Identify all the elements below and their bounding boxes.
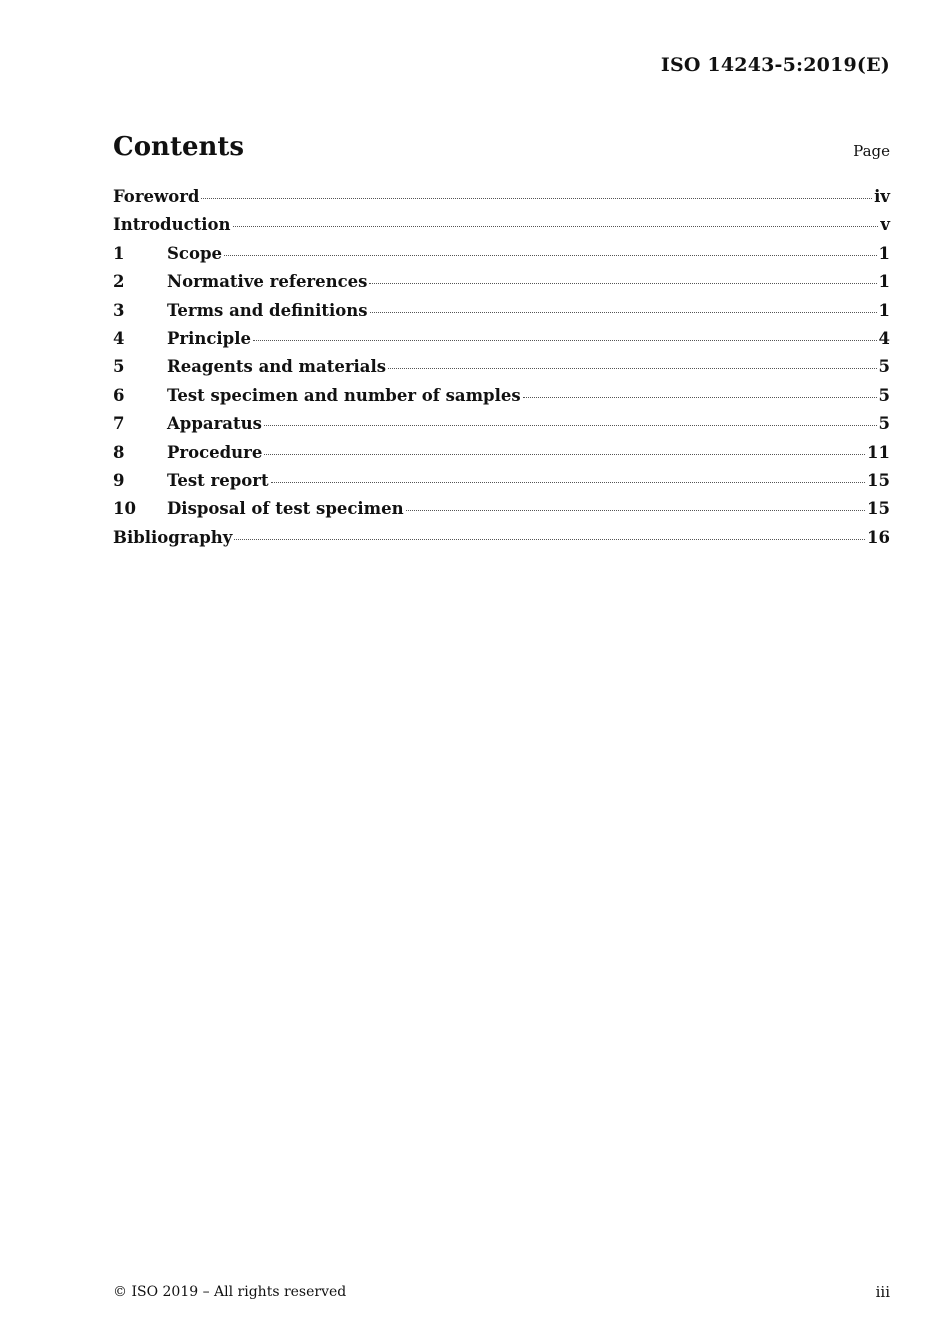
toc-entry-title: Test specimen and number of samples: [167, 385, 521, 405]
toc-entry-title: Scope: [167, 243, 223, 263]
toc-entry-page: 11: [867, 442, 890, 462]
toc-entry-reagents-and-materials[interactable]: [113, 353, 890, 381]
toc-entry-page: 1: [878, 272, 890, 292]
toc-entry-title: Reagents and materials: [167, 357, 387, 377]
toc-entry-disposal-of-test-specimen[interactable]: [113, 495, 890, 523]
toc-entry-title: Introduction: [113, 215, 231, 235]
toc-entry-number: 3: [113, 300, 125, 320]
toc-entry-title: Test report: [167, 470, 269, 490]
toc-entry-apparatus[interactable]: [113, 410, 890, 438]
toc-entry-number: 8: [113, 442, 125, 462]
toc-entry-page: 5: [878, 414, 890, 434]
toc-entry-number: 1: [113, 243, 125, 263]
dot-leader: [264, 454, 865, 455]
toc-entry-title: Normative references: [167, 272, 368, 292]
toc-entry-normative-references[interactable]: [113, 268, 890, 296]
toc-entry-principle[interactable]: [113, 325, 890, 353]
dot-leader: [233, 226, 879, 227]
toc-entry-page: 15: [867, 470, 890, 490]
toc-entry-foreword[interactable]: [113, 183, 890, 211]
dot-leader: [370, 312, 877, 313]
dot-leader: [271, 482, 865, 483]
dot-leader: [253, 340, 877, 341]
toc-entry-page: 4: [878, 328, 890, 348]
toc-entry-title: Principle: [167, 328, 251, 348]
toc-entry-title: Apparatus: [167, 414, 262, 434]
dot-leader: [201, 198, 872, 199]
dot-leader: [224, 255, 877, 256]
table-of-contents: [113, 183, 890, 552]
toc-entry-test-specimen[interactable]: [113, 382, 890, 410]
toc-entry-page: v: [880, 215, 890, 235]
toc-entry-page: 5: [878, 357, 890, 377]
toc-entry-number: 10: [113, 499, 136, 519]
dot-leader: [523, 397, 877, 398]
toc-entry-number: 9: [113, 470, 125, 490]
toc-entry-page: 16: [867, 527, 890, 547]
document-id: ISO 14243-5:2019(E): [660, 54, 890, 76]
toc-entry-page: 1: [878, 243, 890, 263]
dot-leader: [388, 368, 876, 369]
toc-entry-number: 2: [113, 272, 125, 292]
toc-entry-page: 5: [878, 385, 890, 405]
toc-entry-page: 1: [878, 300, 890, 320]
contents-title: Contents: [113, 132, 245, 162]
toc-entry-terms-and-definitions[interactable]: [113, 297, 890, 325]
page-column-label: Page: [853, 142, 890, 160]
footer-copyright: © ISO 2019 – All rights reserved: [113, 1284, 347, 1300]
toc-entry-number: 7: [113, 414, 125, 434]
toc-entry-bibliography[interactable]: [113, 524, 890, 552]
toc-entry-introduction[interactable]: [113, 211, 890, 239]
dot-leader: [369, 283, 876, 284]
toc-entry-number: 6: [113, 385, 125, 405]
toc-entry-scope[interactable]: [113, 240, 890, 268]
dot-leader: [406, 510, 865, 511]
toc-entry-title: Terms and definitions: [167, 300, 368, 320]
toc-entry-number: 4: [113, 328, 125, 348]
toc-entry-page: iv: [874, 187, 890, 206]
toc-entry-title: Procedure: [167, 442, 263, 462]
toc-entry-title: Bibliography: [113, 527, 233, 547]
toc-entry-title: Foreword: [113, 187, 200, 206]
dot-leader: [264, 425, 877, 426]
footer-page-number: iii: [875, 1283, 890, 1301]
toc-entry-page: 15: [867, 499, 890, 519]
dot-leader: [234, 539, 865, 540]
toc-entry-number: 5: [113, 357, 125, 377]
toc-entry-procedure[interactable]: [113, 439, 890, 467]
toc-entry-title: Disposal of test specimen: [167, 499, 404, 519]
toc-entry-test-report[interactable]: [113, 467, 890, 495]
